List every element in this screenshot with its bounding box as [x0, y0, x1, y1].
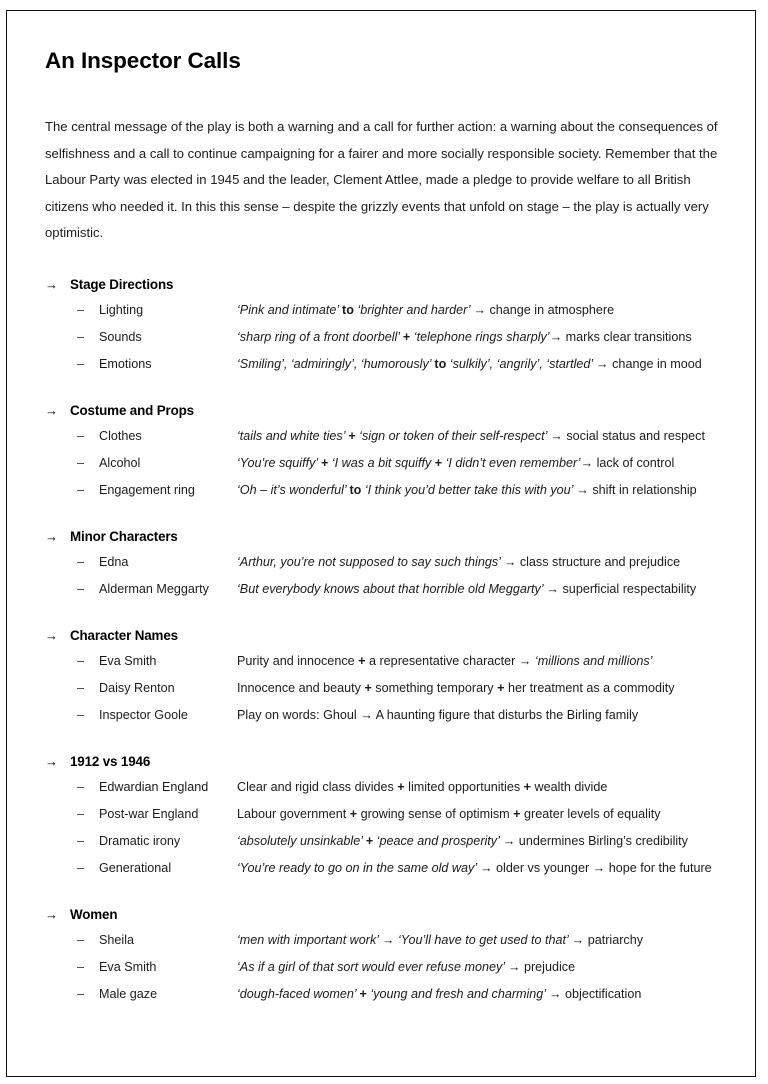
text-run: ‘peace and prosperity’ — [373, 833, 503, 848]
text-run: A haunting figure that disturbs the Birling family — [372, 707, 639, 722]
text-run: ‘absolutely unsinkable’ — [237, 833, 366, 848]
list-item — [45, 707, 731, 724]
text-run: limited opportunities — [404, 779, 524, 794]
text-run: objectification — [561, 986, 642, 1001]
text-run: prejudice — [520, 959, 576, 974]
text-run: ‘men with important work’ — [237, 932, 382, 947]
dash-bullet-icon: – — [77, 653, 85, 668]
list-item-label: Male gaze — [99, 986, 158, 1001]
section-rows — [45, 653, 731, 724]
document-body — [7, 11, 755, 1003]
text-run: class structure and prejudice — [516, 554, 681, 569]
inline-arrow-icon: → — [592, 860, 606, 875]
text-run: social status and respect — [562, 428, 705, 443]
inline-plus-icon: + — [523, 779, 532, 794]
text-run: lack of control — [593, 455, 675, 470]
inline-arrow-icon: → — [518, 653, 532, 668]
inline-arrow-icon: → — [549, 329, 563, 344]
arrow-right-icon: → — [45, 753, 58, 769]
list-item — [45, 302, 731, 319]
list-item — [45, 986, 731, 1003]
arrow-right-icon: → — [45, 276, 58, 292]
dash-bullet-icon: – — [77, 986, 85, 1001]
list-item — [45, 455, 731, 472]
section-rows — [45, 428, 731, 499]
dash-bullet-icon: – — [77, 428, 85, 443]
inline-plus-icon: + — [349, 806, 358, 821]
dash-bullet-icon: – — [77, 959, 85, 974]
text-run: ‘Oh – it’s wonderful’ — [237, 482, 350, 497]
list-item-label: Engagement ring — [99, 482, 195, 497]
list-item-detail — [237, 482, 731, 499]
text-run: ‘Arthur, you’re not supposed to say such things’ — [237, 554, 504, 569]
inline-plus-icon: + — [513, 806, 521, 821]
inline-plus-icon: + — [497, 680, 505, 695]
section-heading-label: 1912 vs 1946 — [70, 753, 151, 769]
text-run: something temporary — [371, 680, 498, 695]
dash-bullet-icon: – — [77, 482, 85, 497]
list-item-detail — [237, 581, 731, 598]
list-item-detail — [237, 959, 731, 976]
dash-bullet-icon: – — [77, 554, 85, 569]
list-item-detail — [237, 986, 731, 1003]
dash-bullet-icon: – — [77, 455, 85, 470]
arrow-right-icon: → — [45, 528, 58, 544]
section — [45, 907, 731, 1003]
inline-arrow-icon: → — [596, 356, 609, 371]
list-item — [45, 653, 731, 670]
inline-arrow-icon: → — [381, 932, 395, 947]
list-item — [45, 860, 731, 877]
list-item-detail — [237, 455, 731, 472]
text-run: to — [434, 356, 447, 371]
inline-plus-icon: + — [348, 428, 356, 443]
section-heading — [45, 628, 731, 643]
text-run: ‘young and fresh and charming’ — [366, 986, 549, 1001]
list-item-detail — [237, 707, 731, 724]
list-item — [45, 356, 731, 373]
text-run: ‘sulkily’, ‘angrily’, ‘startled’ — [446, 356, 597, 371]
text-run: ‘As if a girl of that sort would ever refuse money’ — [237, 959, 508, 974]
list-item-label: Daisy Renton — [99, 680, 175, 695]
list-item-detail — [237, 329, 731, 346]
text-run: Labour government — [237, 806, 350, 821]
section — [45, 628, 731, 724]
list-item-label: Alcohol — [99, 455, 141, 470]
list-item-detail — [237, 779, 731, 796]
dash-bullet-icon: – — [77, 806, 85, 821]
intro-paragraph: The central message of the play is both a warning and a call for further action: a warning about the consequences of selfishness and a call to continue campaigning for a fairer and more socially responsible society. Remember that the Labour Party was elected in 1945 and the leader, Clement Attlee, made a pledge to provide welfare to all British citizens who needed it. In this this sense – despite the grizzly events that unfold on stage – the play is actually very optimistic. — [45, 119, 718, 241]
text-run: Purity and innocence — [237, 653, 359, 668]
list-item-detail — [237, 833, 731, 850]
page-title: An Inspector Calls — [45, 48, 241, 73]
list-item-label: Inspector Goole — [99, 707, 188, 722]
text-run: ‘sharp ring of a front doorbell’ — [237, 329, 403, 344]
text-run: ‘I didn’t even remember’ — [442, 455, 581, 470]
inline-plus-icon: + — [321, 455, 329, 470]
text-run: hope for the future — [605, 860, 712, 875]
list-item-detail — [237, 428, 731, 445]
list-item-detail — [237, 653, 731, 670]
section-heading-label: Minor Characters — [70, 528, 178, 544]
text-run: ‘I think you’d better take this with you’ — [361, 482, 577, 497]
list-item-detail — [237, 932, 731, 949]
list-item — [45, 554, 731, 571]
list-item-label: Lighting — [99, 302, 144, 317]
text-run: ‘tails and white ties’ — [237, 428, 349, 443]
sections-container — [45, 277, 731, 1003]
inline-plus-icon: + — [434, 455, 443, 470]
section-heading-label: Women — [70, 906, 118, 922]
text-run: change in atmosphere — [485, 302, 615, 317]
text-run: ‘dough-faced women’ — [237, 986, 360, 1001]
text-run: Play on words: Ghoul — [237, 707, 361, 722]
text-run: undermines Birling’s credibility — [515, 833, 688, 848]
section-rows — [45, 302, 731, 373]
text-run: older vs younger — [492, 860, 593, 875]
list-item-label: Alderman Meggarty — [99, 581, 209, 596]
document-page — [6, 10, 756, 1077]
text-run: ‘You’re ready to go on in the same old way’ — [237, 860, 480, 875]
text-run: to — [349, 482, 362, 497]
text-run: a representative character — [365, 653, 519, 668]
section-heading — [45, 754, 731, 769]
text-run: ‘telephone rings sharply’ — [410, 329, 550, 344]
list-item-label: Sounds — [99, 329, 142, 344]
list-item — [45, 482, 731, 499]
list-item — [45, 779, 731, 796]
section-heading — [45, 907, 731, 922]
text-run: patriarchy — [584, 932, 644, 947]
inline-plus-icon: + — [364, 680, 372, 695]
inline-arrow-icon: → — [473, 302, 486, 317]
section-rows — [45, 554, 731, 598]
list-item — [45, 959, 731, 976]
list-item-label: Edna — [99, 554, 129, 569]
list-item — [45, 428, 731, 445]
list-item — [45, 806, 731, 823]
section-rows — [45, 932, 731, 1003]
list-item-label: Eva Smith — [99, 653, 157, 668]
inline-plus-icon: + — [358, 653, 366, 668]
text-run: shift in relationship — [588, 482, 697, 497]
section-heading — [45, 403, 731, 418]
text-run: to — [342, 302, 354, 317]
dash-bullet-icon: – — [77, 779, 85, 794]
dash-bullet-icon: – — [77, 329, 85, 344]
dash-bullet-icon: – — [77, 356, 85, 371]
inline-arrow-icon: → — [503, 554, 517, 569]
list-item-detail — [237, 356, 731, 373]
text-run: ‘brighter and harder’ — [353, 302, 474, 317]
inline-arrow-icon: → — [360, 707, 373, 722]
inline-plus-icon: + — [359, 986, 367, 1001]
text-run: superficial respectability — [559, 581, 697, 596]
arrow-right-icon: → — [45, 906, 58, 922]
text-run: ‘But everybody knows about that horrible old Meggarty’ — [237, 581, 547, 596]
dash-bullet-icon: – — [77, 302, 85, 317]
list-item-label: Clothes — [99, 428, 142, 443]
section-rows — [45, 779, 731, 877]
list-item-label: Post-war England — [99, 806, 199, 821]
dash-bullet-icon: – — [77, 860, 85, 875]
text-run: change in mood — [608, 356, 702, 371]
arrow-right-icon: → — [45, 627, 58, 643]
section-heading — [45, 277, 731, 292]
arrow-right-icon: → — [45, 402, 58, 418]
text-run: ‘I was a bit squiffy — [328, 455, 435, 470]
inline-arrow-icon: → — [580, 455, 594, 470]
inline-plus-icon: + — [397, 779, 405, 794]
text-run: ‘You’re squiffy’ — [237, 455, 322, 470]
list-item-label: Emotions — [99, 356, 152, 371]
list-item-label: Edwardian England — [99, 779, 209, 794]
list-item-label: Dramatic irony — [99, 833, 181, 848]
list-item — [45, 932, 731, 949]
text-run: her treatment as a commodity — [504, 680, 675, 695]
section-heading-label: Character Names — [70, 627, 178, 643]
inline-arrow-icon: → — [479, 860, 493, 875]
text-run: marks clear transitions — [562, 329, 692, 344]
inline-arrow-icon: → — [571, 932, 585, 947]
dash-bullet-icon: – — [77, 581, 85, 596]
list-item-detail — [237, 806, 731, 823]
section-heading-label: Costume and Props — [70, 402, 194, 418]
dash-bullet-icon: – — [77, 707, 85, 722]
section-heading — [45, 529, 731, 544]
inline-arrow-icon: → — [550, 428, 563, 443]
list-item-detail — [237, 302, 731, 319]
inline-arrow-icon: → — [502, 833, 516, 848]
text-run: ‘You’ll have to get used to that’ — [394, 932, 572, 947]
list-item-detail — [237, 554, 731, 571]
list-item — [45, 581, 731, 598]
text-run: Clear and rigid class divides — [237, 779, 398, 794]
section — [45, 403, 731, 499]
section — [45, 754, 731, 877]
text-run: greater levels of equality — [520, 806, 661, 821]
text-run: ‘Smiling’, ‘admiringly’, ‘humorously’ — [237, 356, 435, 371]
text-run: Innocence and beauty — [237, 680, 365, 695]
inline-arrow-icon: → — [546, 581, 560, 596]
dash-bullet-icon: – — [77, 833, 85, 848]
list-item-label: Generational — [99, 860, 172, 875]
text-run: growing sense of optimism — [357, 806, 514, 821]
inline-arrow-icon: → — [507, 959, 521, 974]
text-run: wealth divide — [531, 779, 608, 794]
dash-bullet-icon: – — [77, 680, 85, 695]
text-run: ‘Pink and intimate’ — [237, 302, 343, 317]
text-run: ‘sign or token of their self-respect’ — [355, 428, 551, 443]
list-item — [45, 833, 731, 850]
section-heading-label: Stage Directions — [70, 276, 174, 292]
inline-plus-icon: + — [402, 329, 411, 344]
section — [45, 277, 731, 373]
inline-plus-icon: + — [365, 833, 374, 848]
list-item-label: Sheila — [99, 932, 135, 947]
section — [45, 529, 731, 598]
list-item — [45, 329, 731, 346]
list-item — [45, 680, 731, 697]
text-run: ‘millions and millions’ — [531, 653, 653, 668]
list-item-detail — [237, 860, 731, 877]
dash-bullet-icon: – — [77, 932, 85, 947]
list-item-label: Eva Smith — [99, 959, 157, 974]
list-item-detail — [237, 680, 731, 697]
inline-arrow-icon: → — [576, 482, 589, 497]
inline-arrow-icon: → — [548, 986, 562, 1001]
